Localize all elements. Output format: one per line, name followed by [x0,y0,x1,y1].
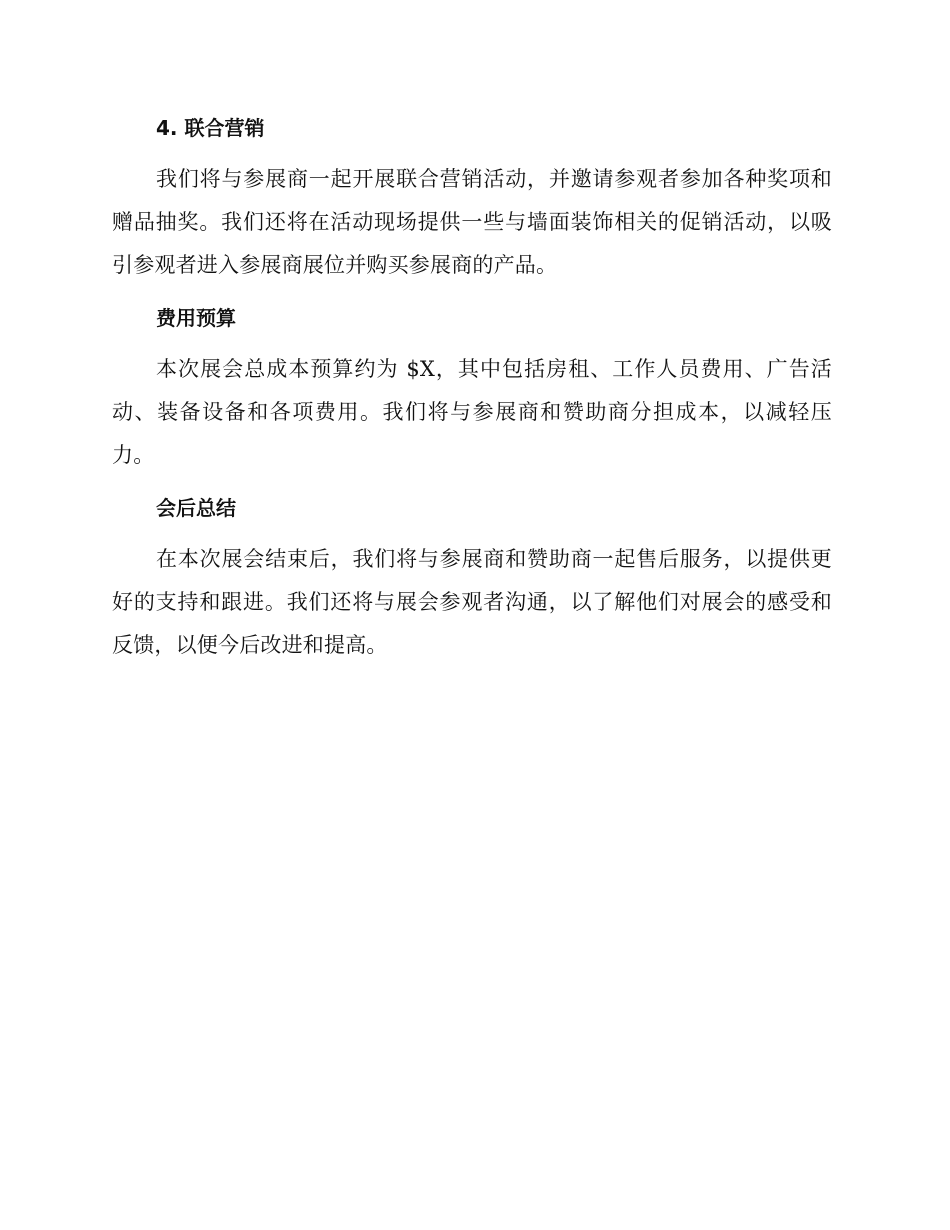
section-heading-budget: 费用预算 [156,306,236,330]
section-paragraph-summary: 在本次展会结束后，我们将与参展商和赞助商一起售后服务，以提供更好的支持和跟进。我们还将与展会参观者沟通，以了解他们对展会的感受和反馈，以便今后改进和提高。 [112,547,832,657]
section-paragraph-joint-marketing: 我们将与参展商一起开展联合营销活动，并邀请参观者参加各种奖项和赠品抽奖。我们还将在活动现场提供一些与墙面装饰相关的促销活动，以吸引参观者进入参展商展位并购买参展商的产品。 [112,167,832,277]
section-paragraph-budget: 本次展会总成本预算约为 $X，其中包括房租、工作人员费用、广告活动、装备设备和各项费用。我们将与参展商和赞助商分担成本，以减轻压力。 [112,357,832,467]
document-body [112,108,832,678]
section-heading-joint-marketing: 4. 联合营销 [156,116,265,140]
section-heading-summary: 会后总结 [156,496,236,520]
